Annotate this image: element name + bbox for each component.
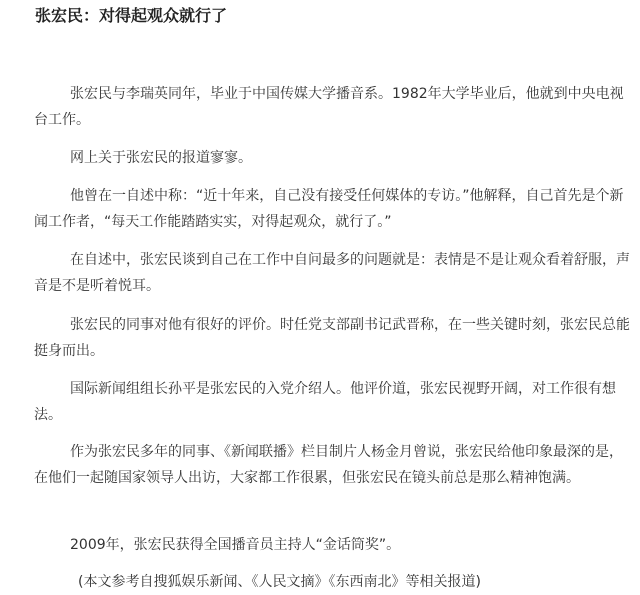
paragraph: 张宏民与李瑞英同年，毕业于中国传媒大学播音系。1982年大学毕业后，他就到中央电视台工作。 xyxy=(34,86,624,128)
source-note: (本文参考自搜狐娱乐新闻、《人民文摘》《东西南北》等相关报道) xyxy=(78,574,481,590)
paragraph: 国际新闻组组长孙平是张宏民的入党介绍人。他评价道，张宏民视野开阔，对工作很有想法。 xyxy=(34,381,616,423)
article-title: 张宏民：对得起观众就行了 xyxy=(35,6,228,25)
paragraph: 张宏民的同事对他有很好的评价。时任党支部副书记武晋称，在一些关键时刻，张宏民总能挺身而出。 xyxy=(34,317,630,359)
paragraph: 2009年，张宏民获得全国播音员主持人“金话筒奖”。 xyxy=(70,537,401,553)
paragraph: 他曾在一自述中称：“近十年来，自己没有接受任何媒体的专访。”他解释，自己首先是个新闻工作者，“每天工作能踏踏实实，对得起观众，就行了。” xyxy=(34,188,624,230)
paragraph: 作为张宏民多年的同事、《新闻联播》栏目制片人杨金月曾说，张宏民给他印象最深的是，在他们一起随国家领导人出访，大家都工作很累，但张宏民在镜头前总是那么精神饱满。 xyxy=(34,444,623,486)
paragraph: 网上关于张宏民的报道寥寥。 xyxy=(70,150,252,166)
paragraph: 在自述中，张宏民谈到自己在工作中自问最多的问题就是：表情是不是让观众看着舒服，声音是不是听着悦耳。 xyxy=(34,252,630,294)
